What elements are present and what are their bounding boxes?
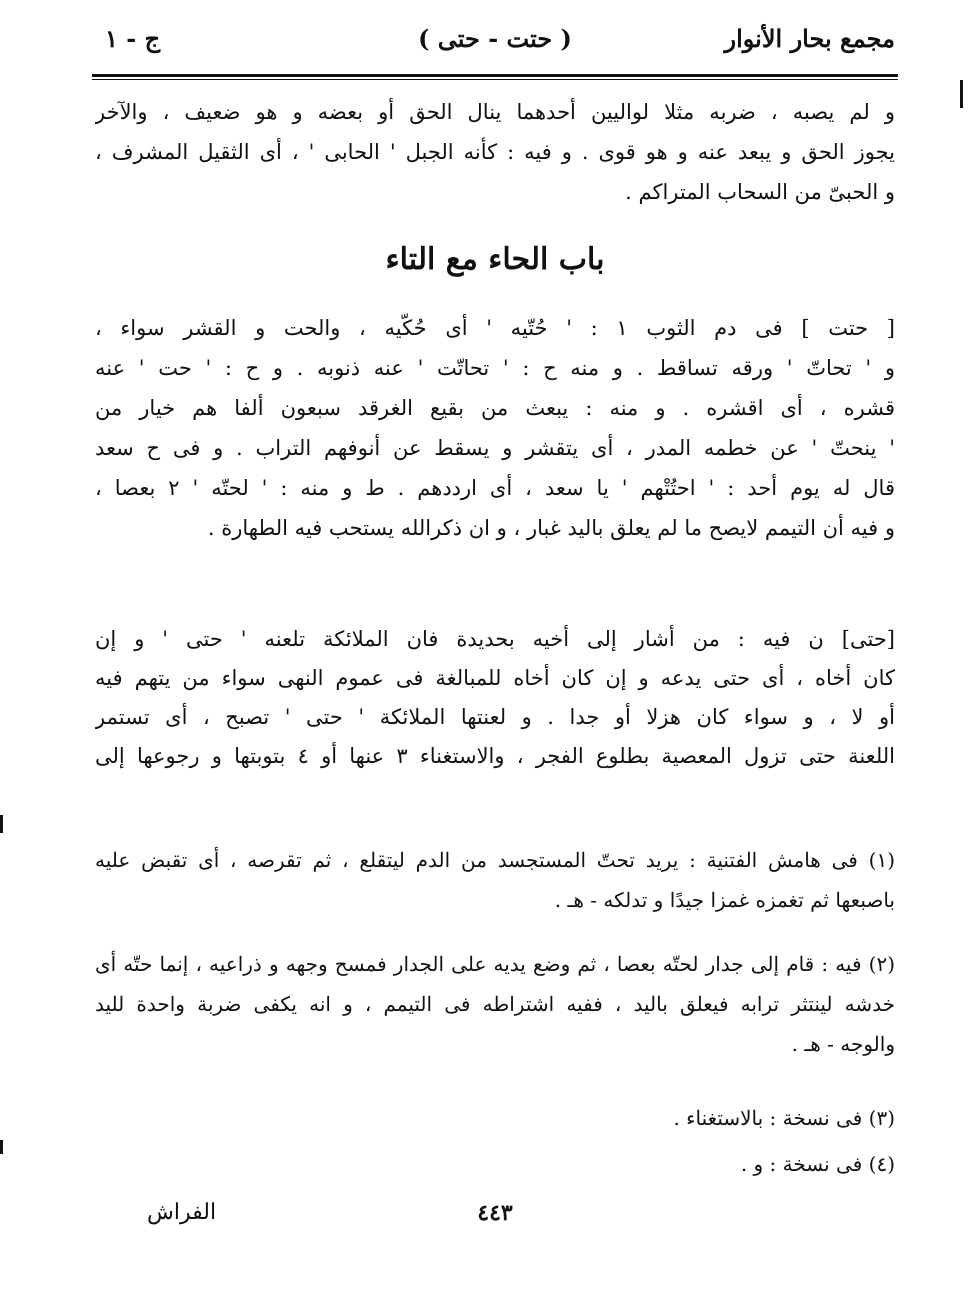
- footnote-2: [95, 944, 895, 1064]
- text-line: [حتى] ن فيه : من أشار إلى أخيه بحديدة فان الملائكة تلعنه ' حتى ' و إن: [95, 627, 895, 651]
- entry-hatta: [95, 620, 895, 776]
- footnote-3: [95, 1098, 895, 1138]
- text-line: يجوز الحق و يبعد عنه و هو قوى . و فيه : كأنه الجبل ' الحابى ' ، أى الثقيل المشرف ،: [95, 140, 895, 164]
- header-rule-thin: [92, 79, 898, 80]
- entry-hatt: [95, 308, 895, 548]
- page-number: ٤٤٣: [477, 1200, 513, 1226]
- scan-edge-mark: [960, 80, 963, 108]
- footnote-1: [95, 840, 895, 920]
- intro-paragraph: [95, 92, 895, 212]
- header-rule: [92, 74, 898, 77]
- text-line: و لم يصبه ، ضربه مثلا لواليين أحدهما ينال الحق أو بعضه و هو ضعيف ، والآخر: [95, 100, 895, 124]
- footnote-line: والوجه - هـ .: [791, 1032, 895, 1056]
- footnote-line: باصبعها ثم تغمزه غمزا جيدًا و تدلكه - هـ .: [554, 888, 895, 912]
- footnote-line: (٣) فى نسخة : بالاستغناء .: [673, 1106, 895, 1130]
- text-line: اللعنة حتى تزول المعصية بطلوع الفجر ، والاستغناء ٣ عنها أو ٤ بتوبتها و رجوعها إلى: [95, 744, 895, 768]
- chapter-heading: باب الحاء مع التاء: [385, 242, 605, 277]
- page-footer: [95, 1200, 895, 1236]
- text-line: قشره ، أى اقشره . و منه : يبعث من بقيع الغرقد سبعون ألفا هم خيار من: [95, 396, 895, 420]
- text-line: و ' تحاتّ ' ورقه تساقط . و منه ح : ' تحاتّت ' عنه ذنوبه . و ح : ' حت ' عنه: [95, 356, 895, 380]
- footnote-line: (٢) فيه : قام إلى جدار لحتّه بعصا ، ثم وضع يديه على الجدار فمسح وجهه و ذراعيه ، إنما حتّه أى: [95, 952, 895, 976]
- section-range: ( حتت - حتى ): [418, 24, 572, 53]
- text-line: [ حتت ] فى دم الثوب ١ : ' حُتّيه ' أى حُكّيه ، والحت و القشر سواء ،: [95, 316, 895, 340]
- text-line: كان أخاه ، أى حتى يدعه و إن كان أخاه للمبالغة فى عموم النهى سواء من يتهم فيه: [95, 666, 895, 690]
- footnote-line: (١) فى هامش الفتنية : يريد تحتّ المستجسد من الدم ليتقلع ، ثم تقرصه ، أى تقبض عليه: [95, 848, 895, 872]
- text-line: ' ينحتّ ' عن خطمه المدر ، أى يتقشر و يسقط عن أنوفهم التراب . و فى ح سعد: [95, 436, 895, 460]
- volume-label: ج - ١: [105, 24, 161, 53]
- text-line: و فيه أن التيمم لايصح ما لم يعلق باليد غبار ، و ان ذكرالله يستحب فيه الطهارة .: [207, 516, 895, 540]
- page-header: [95, 18, 895, 68]
- text-line: و الحبىّ من السحاب المتراكم .: [625, 180, 895, 204]
- text-line: قال له يوم أحد : ' احتُتْهم ' يا سعد ، أى ارددهم . ط و منه : ' لحتّه ' ٢ بعصا ،: [95, 476, 895, 500]
- book-title: مجمع بحار الأنوار: [724, 24, 895, 53]
- footnote-4: [95, 1144, 895, 1184]
- text-line: أو لا ، و سواء كان هزلا أو جدا . و لعنتها الملائكة ' حتى ' تصبح ، أى تستمر: [95, 705, 895, 729]
- scan-edge-mark: [0, 1140, 3, 1154]
- footer-signature: الفراش: [147, 1200, 217, 1225]
- footnote-line: (٤) فى نسخة : و .: [740, 1152, 895, 1176]
- scan-edge-mark: [0, 815, 3, 833]
- footnote-line: خدشه لينتثر ترابه فيعلق باليد ، ففيه اشتراطه فى التيمم ، و انه يكفى ضربة واحدة لليد: [95, 992, 895, 1016]
